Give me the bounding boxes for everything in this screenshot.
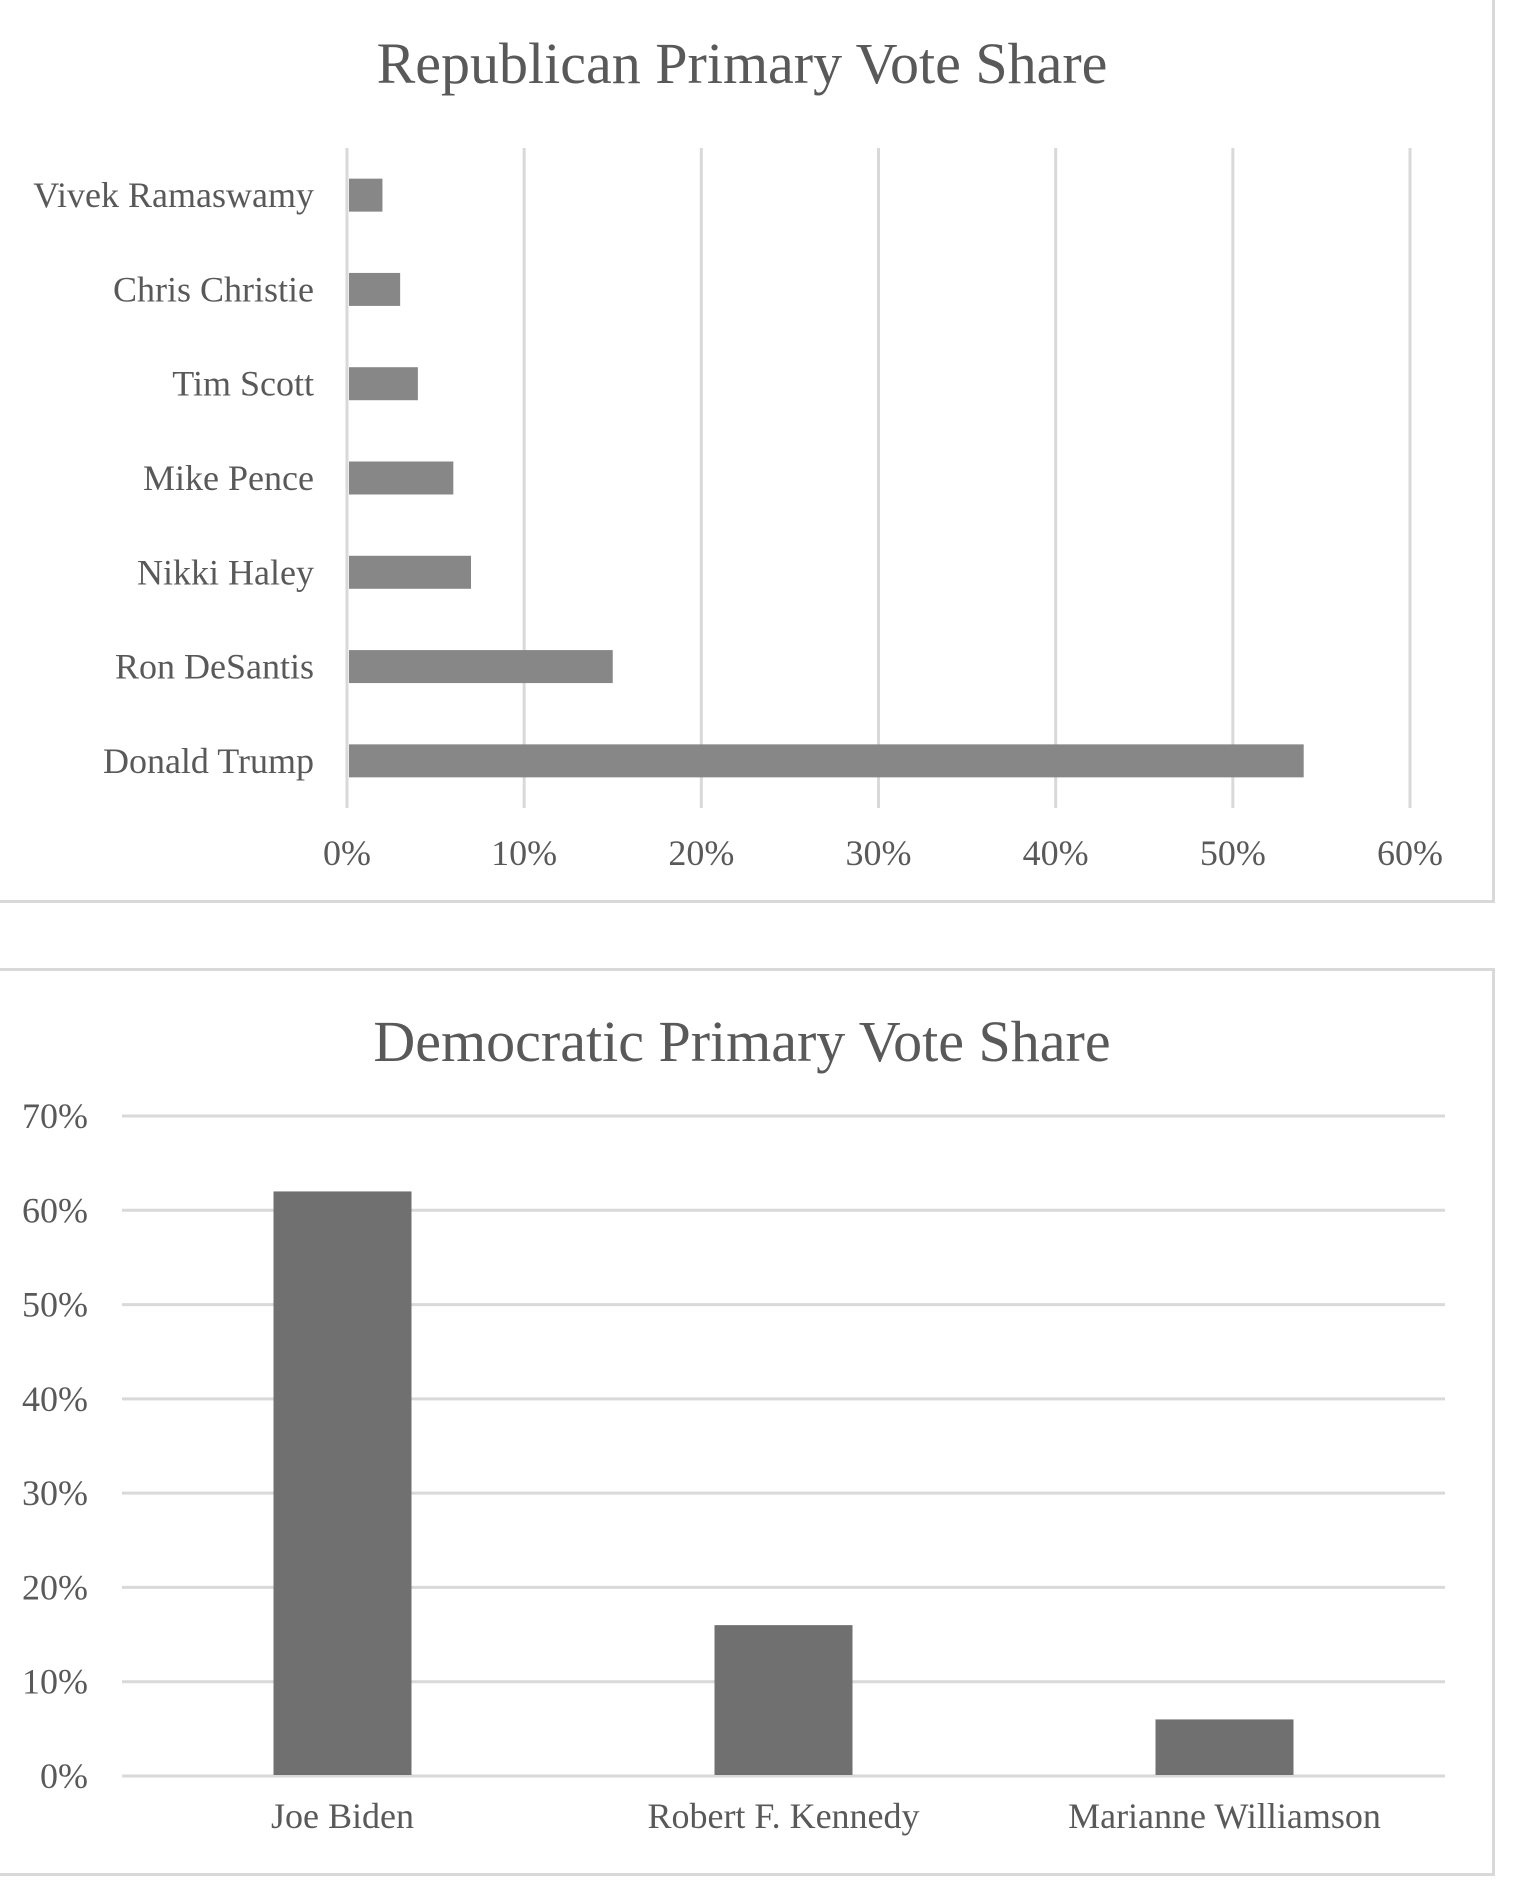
republican-bar <box>349 462 453 495</box>
democratic-chart-title: Democratic Primary Vote Share <box>373 1009 1111 1074</box>
democratic-chart-panel <box>0 968 1495 1876</box>
democratic-y-tick-label: 50% <box>22 1284 88 1325</box>
republican-bar <box>349 273 400 306</box>
democratic-y-tick-label: 70% <box>22 1096 88 1136</box>
republican-category-label: Nikki Haley <box>137 552 314 593</box>
democratic-bar <box>1156 1719 1294 1775</box>
republican-category-label: Mike Pence <box>143 458 314 498</box>
democratic-y-tick-label: 60% <box>22 1190 88 1231</box>
republican-chart-svg <box>0 0 1495 906</box>
republican-bar <box>349 556 471 589</box>
republican-category-label: Vivek Ramaswamy <box>33 175 314 216</box>
democratic-y-tick-label: 30% <box>22 1473 88 1514</box>
democratic-category-label: Marianne Williamson <box>1068 1796 1381 1836</box>
democratic-bar <box>274 1191 412 1775</box>
republican-x-tick-label: 10% <box>491 833 558 873</box>
republican-category-label: Donald Trump <box>102 740 314 781</box>
democratic-y-tick-label: 10% <box>22 1661 88 1702</box>
democratic-bar <box>715 1625 853 1775</box>
republican-x-tick-label: 40% <box>1022 833 1089 873</box>
republican-category-label: Chris Christie <box>112 269 314 310</box>
republican-chart-panel <box>0 0 1495 903</box>
republican-x-tick-label: 30% <box>845 833 912 873</box>
democratic-category-label: Robert F. Kennedy <box>647 1796 920 1836</box>
republican-category-label: Tim Scott <box>172 363 314 404</box>
republican-x-tick-label: 50% <box>1199 833 1266 873</box>
republican-bar <box>349 744 1304 777</box>
republican-bar <box>349 650 613 683</box>
democratic-y-tick-label: 0% <box>40 1756 88 1796</box>
republican-x-tick-label: 20% <box>668 833 735 873</box>
republican-bar <box>349 367 418 400</box>
democratic-y-tick-label: 40% <box>22 1378 88 1419</box>
republican-x-tick-label: 0% <box>323 833 371 873</box>
republican-chart-title: Republican Primary Vote Share <box>376 31 1108 96</box>
republican-bar <box>349 179 382 212</box>
democratic-y-tick-label: 20% <box>22 1567 88 1608</box>
democratic-chart-svg <box>0 971 1495 1879</box>
republican-category-label: Ron DeSantis <box>114 646 314 687</box>
democratic-category-label: Joe Biden <box>271 1796 414 1836</box>
republican-x-tick-label: 60% <box>1377 833 1443 873</box>
